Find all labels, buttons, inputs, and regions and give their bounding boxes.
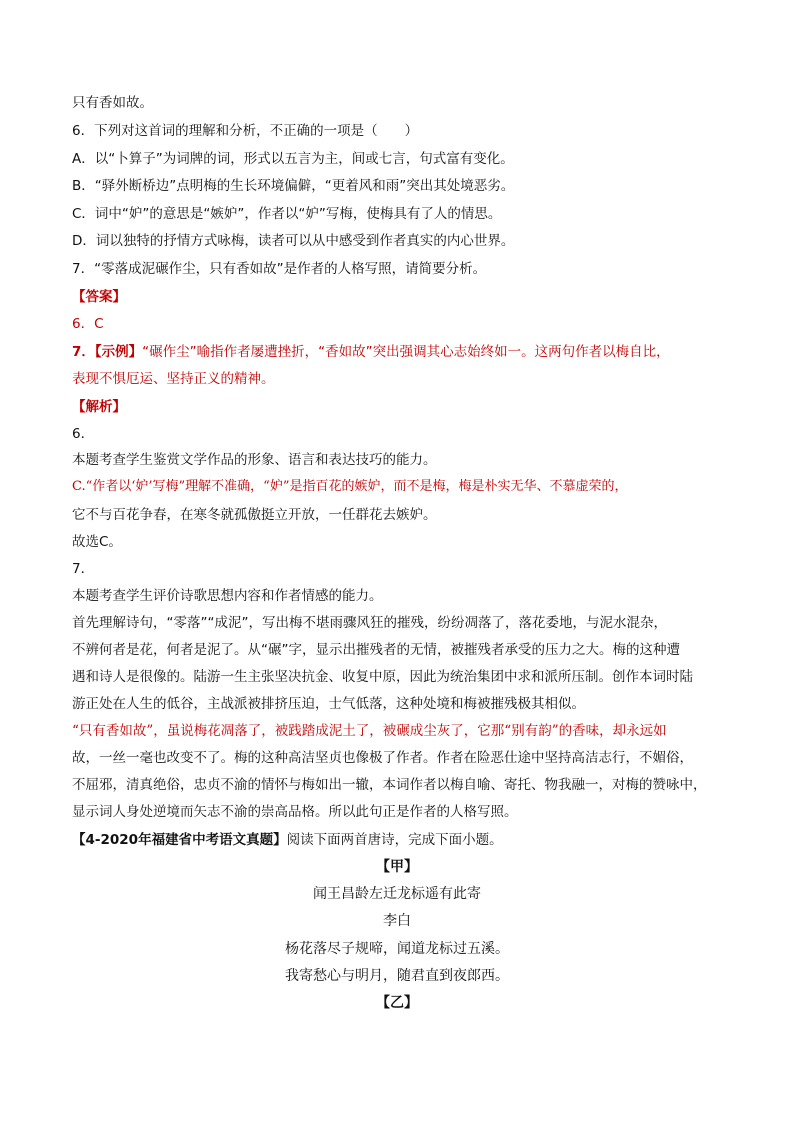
option-c: C．词中“妒”的意思是“嫉妒”，作者以“妒”写梅，使梅具有了人的情思。 [72,206,502,222]
example-label: 7．【示例】 [72,344,143,360]
answer-heading: 【答案】 [72,289,126,305]
answer-7-line-2: 表现不惧厄运、坚持正义的精神。 [72,371,275,387]
section-4-instruction: 阅读下面两首唐诗，完成下面小题。 [286,832,503,848]
poem-a-line-2: 我寄愁心与明月，随君直到夜郎西。 [285,968,509,984]
analysis-heading: 【解析】 [72,399,126,415]
analysis-6-intro: 本题考查学生鉴赏文学作品的形象、语言和表达技巧的能力。 [72,452,437,468]
answer-6: 6．C [72,316,104,332]
poem-a-author: 李白 [383,913,411,929]
option-b: B．“驿外断桥边”点明梅的生长环境偏僻，“更着风和雨”突出其处境恶劣。 [72,178,515,194]
analysis-7-number: 7． [72,561,95,577]
analysis-7-line-1: 首先理解诗句，“零落”“成泥”，写出梅不堪雨骤风狂的摧残，纷纷凋落了，落花委地，与泥水混杂， [72,615,667,631]
analysis-7-line-5: “只有香如故”，虽说梅花凋落了，被践踏成泥土了，被碾成尘灰了，它那“别有韵”的香味，却永远如 [72,723,667,739]
analysis-6-line-2: 它不与百花争春，在寒冬就孤傲挺立开放，一任群花去嫉妒。 [72,507,437,523]
analysis-7-line-7: 不屈邪，清真绝俗，忠贞不渝的情怀与梅如出一辙，本词作者以梅自喻、寄托、物我融一，对梅的赞咏中， [72,777,707,793]
poem-a-title: 闻王昌龄左迁龙标遥有此寄 [313,886,481,902]
analysis-6-number: 6． [72,426,95,442]
analysis-6-line-1: C.“作者以‘妒’写梅”理解不准确，“妒”是指百花的嫉妒，而不是梅，梅是朴实无华、不慕虚荣的， [72,479,628,494]
question-6: 6．下列对这首词的理解和分析，不正确的一项是（ ） [72,123,419,139]
poem-last-line: 只有香如故。 [72,95,153,111]
section-4-header [72,831,503,849]
analysis-7-line-3: 遇和诗人是很像的。陆游一生主张坚决抗金、收复中原，因此为统治集团中求和派所压制。创作本词时陆 [72,669,693,685]
analysis-6-conclusion: 故选C。 [72,534,122,550]
section-4-source: 【4-2020年福建省中考语文真题】 [72,832,287,848]
analysis-7-line-2: 不辨何者是花，何者是泥了。从“碾”字，显示出摧残者的无情，被摧残者承受的压力之大。梅的这种遭 [72,642,680,658]
poem-a-line-1: 杨花落尽子规啼，闻道龙标过五溪。 [285,941,509,957]
option-a: A．以“卜算子”为词牌的词，形式以五言为主，间或七言，句式富有变化。 [72,151,514,167]
analysis-7-line-6: 故，一丝一毫也改变不了。梅的这种高洁坚贞也像极了作者。作者在险恶仕途中坚持高洁志行，不媚俗， [72,750,693,766]
question-7: 7．“零落成泥碾作尘，只有香如故”是作者的人格写照，请简要分析。 [72,261,487,277]
poem-a-label: 【甲】 [376,859,418,875]
poem-b-label: 【乙】 [376,995,418,1011]
analysis-7-line-4: 游正处在人生的低谷，主战派被排挤压迫，士气低落，这种处境和梅被摧残极其相似。 [72,696,585,712]
analysis-7-line-8: 显示词人身处逆境而矢志不渝的崇高品格。所以此句正是作者的人格写照。 [72,804,518,820]
analysis-7-intro: 本题考查学生评价诗歌思想内容和作者情感的能力。 [72,588,383,604]
example-text: “碾作尘”喻指作者屡遭挫折，“香如故”突出强调其心志始终如一。这两句作者以梅自比， [142,344,670,360]
option-d: D．词以独特的抒情方式咏梅，读者可以从中感受到作者真实的内心世界。 [72,233,515,249]
answer-7-line-1 [72,343,670,361]
